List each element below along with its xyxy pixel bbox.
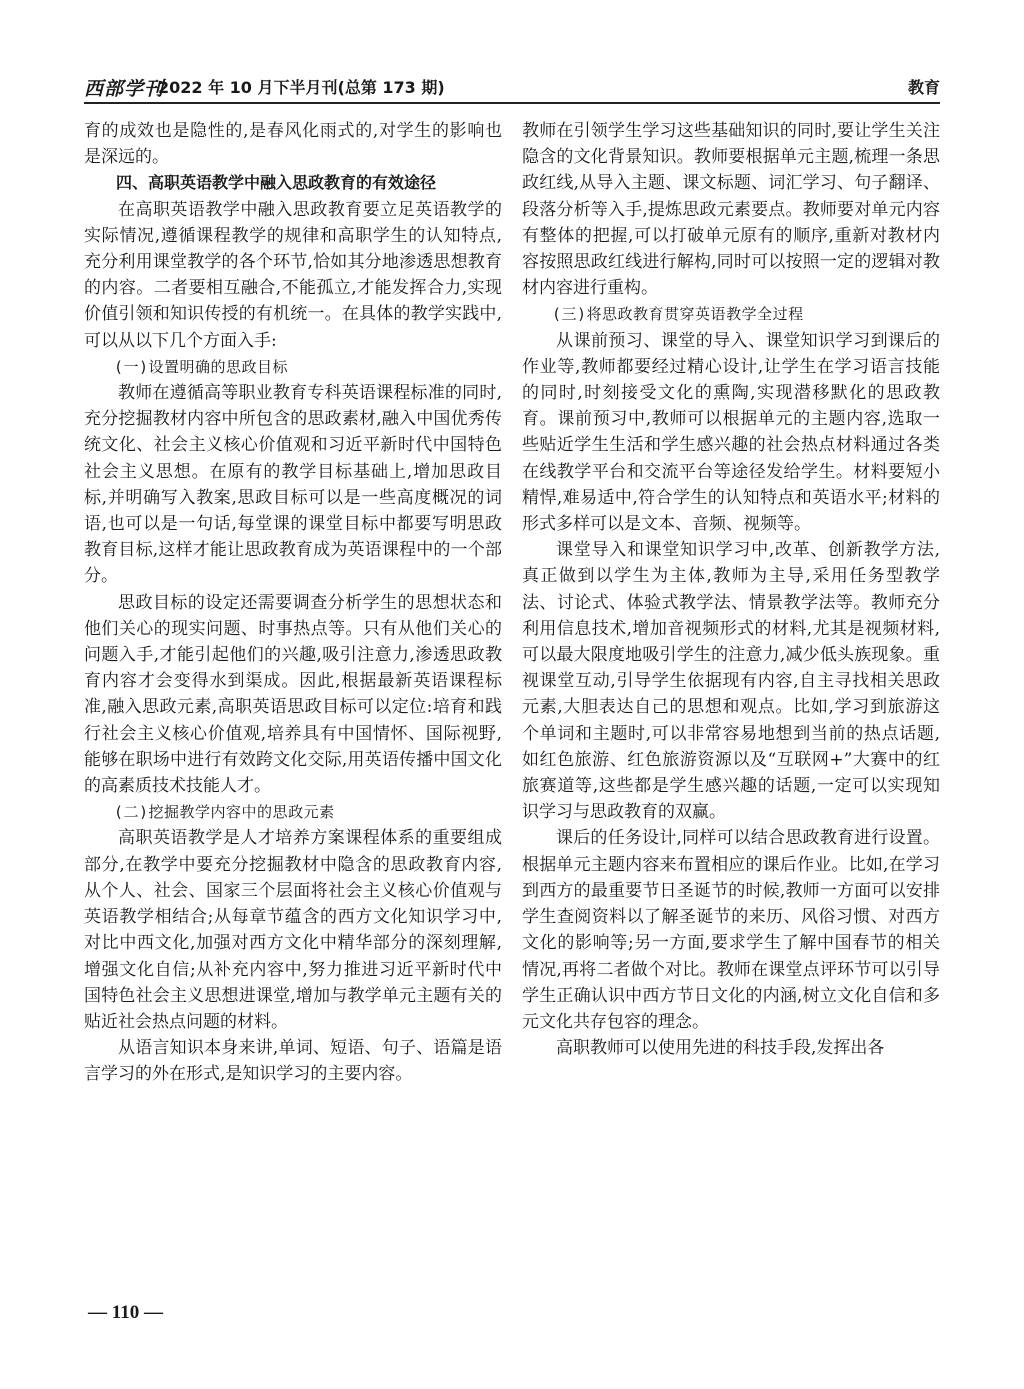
subsection-heading: (一)设置明确的思政目标	[114, 357, 289, 376]
left-column	[84, 118, 502, 1088]
body-paragraph: 高职教师可以使用先进的科技手段,发挥出各	[556, 1038, 885, 1059]
running-header	[84, 72, 940, 102]
body-paragraph: 在高职英语教学中融入思政教育要立足英语教学的实际情况,遵循课程教学的规律和高职学生的认知特点,充分利用课堂教学的各个环节,恰如其分地渗透思想教育的内容。二者要相互融合,不能孤立,才能发挥合力,实现价值引领和知识传授的有机统一。在具体的教学实践中,可以从以下几个方面入手:	[84, 199, 502, 351]
right-column	[522, 118, 940, 1061]
section-label: 教育	[907, 78, 940, 97]
body-paragraph: 课后的任务设计,同样可以结合思政教育进行设置。根据单元主题内容来布置相应的课后作业。比如,在学习到西方的最重要节日圣诞节的时候,教师一方面可以安排学生查阅资料以了解圣诞节的来历、风俗习惯、对西方文化的影响等;另一方面,要求学生了解中国春节的相关情况,再将二者做个对比。教师在课堂点评环节可以引导学生正确认识中西方节日文化的内涵,树立文化自信和多元文化共存包容的理念。	[522, 828, 940, 1032]
page-number: — 110 —	[88, 1302, 163, 1323]
issue-info: 2022 年 10 月下半月刊(总第 173 期)	[158, 78, 445, 97]
body-paragraph: 育的成效也是隐性的,是春风化雨式的,对学生的影响也是深远的。	[84, 121, 502, 168]
body-paragraph: 教师在引领学生学习这些基础知识的同时,要让学生关注隐含的文化背景知识。教师要根据单元主题,梳理一条思政红线,从导入主题、课文标题、词汇学习、句子翻译、段落分析等入手,提炼思政元素要点。教师要对单元内容有整体的把握,可以打破单元原有的顺序,重新对教材内容按照思政红线进行解构,同时可以按照一定的逻辑对教材内容进行重构。	[522, 121, 940, 299]
section-heading: 四、高职英语教学中融入思政教育的有效途径	[116, 173, 437, 193]
body-paragraph: 教师在遵循高等职业教育专科英语课程标准的同时,充分挖掘教材内容中所包含的思政素材,融入中国优秀传统文化、社会主义核心价值观和习近平新时代中国特色社会主义思想。在原有的教学目标基础上,增加思政目标,并明确写入教案,思政目标可以是一些高度概况的词语,也可以是一句话,每堂课的课堂目标中都要写明思政教育目标,这样才能让思政教育成为英语课程中的一个部分。	[84, 383, 502, 587]
body-paragraph: 高职英语教学是人才培养方案课程体系的重要组成部分,在教学中要充分挖掘教材中隐含的思政教育内容,从个人、社会、国家三个层面将社会主义核心价值观与英语教学相结合;从每章节蕴含的西方文化知识学习中,对比中西文化,加强对西方文化中精华部分的深刻理解,增强文化自信;从补充内容中,努力推进习近平新时代中国特色社会主义思想进课堂,增加与教学单元主题有关的贴近社会热点问题的材料。	[84, 828, 502, 1032]
header-divider	[84, 102, 940, 104]
body-paragraph: 思政目标的设定还需要调查分析学生的思想状态和他们关心的现实问题、时事热点等。只有从他们关心的问题入手,才能引起他们的兴趣,吸引注意力,渗透思政教育内容才会变得水到渠成。因此,根据最新英语课程标准,融入思政元素,高职英语思政目标可以定位:培育和践行社会主义核心价值观,培养具有中国情怀、国际视野,能够在职场中进行有效跨文化交际,用英语传播中国文化的高素质技术技能人才。	[84, 592, 502, 797]
subsection-heading: (二)挖掘教学内容中的思政元素	[114, 803, 335, 822]
journal-logo: 西部学刊	[84, 78, 165, 100]
subsection-heading: (三)将思政教育贯穿英语教学全过程	[552, 305, 804, 324]
body-paragraph: 课堂导入和课堂知识学习中,改革、创新教学方法,真正做到以学生为主体,教师为主导,采用任务型教学法、讨论式、体验式教学法、情景教学法等。教师充分利用信息技术,增加音视频形式的材料,尤其是视频材料,可以最大限度地吸引学生的注意力,减少低头族现象。重视课堂互动,引导学生依据现有内容,自主寻找相关思政元素,大胆表达自己的思想和观点。比如,学习到旅游这个单词和主题时,可以非常容易地想到当前的热点话题,如红色旅游、红色旅游资源以及“互联网+”大赛中的红旅赛道等,这些都是学生感兴趣的话题,一定可以实现知识学习与思政教育的双赢。	[522, 540, 940, 823]
body-paragraph: 从语言知识本身来讲,单词、短语、句子、语篇是语言学习的外在形式,是知识学习的主要内容。	[84, 1038, 502, 1085]
body-paragraph: 从课前预习、课堂的导入、课堂知识学习到课后的作业等,教师都要经过精心设计,让学生在学习语言技能的同时,时刻接受文化的熏陶,实现潜移默化的思政教育。课前预习中,教师可以根据单元的主题内容,选取一些贴近学生生活和学生感兴趣的社会热点材料通过各类在线教学平台和交流平台等途径发给学生。材料要短小精悍,难易适中,符合学生的认知特点和英语水平;材料的形式多样可以是文本、音频、视频等。	[522, 330, 940, 535]
